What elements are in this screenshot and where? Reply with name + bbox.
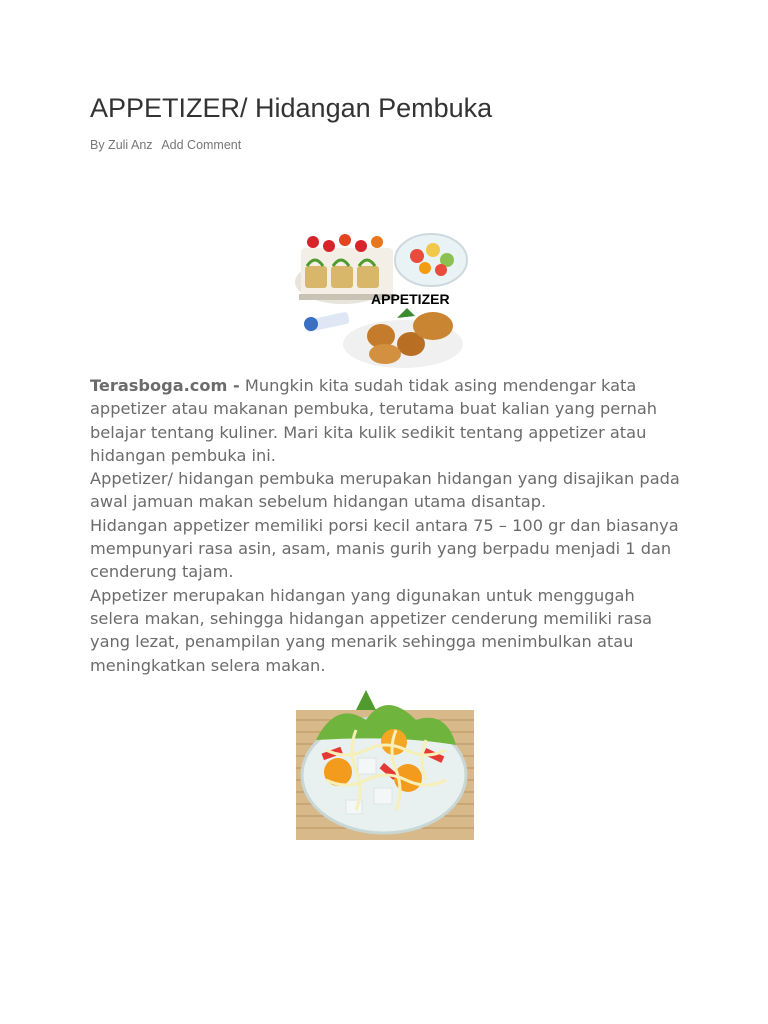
paragraph-purpose: Appetizer merupakan hidangan yang digunakan untuk menggugah selera makan, sehingga hidangan appetizer cenderung memiliki rasa yang lezat, penampilan yang menarik sehingga menimbulkan atau meningkatkan selera makan.: [90, 585, 653, 675]
appetizer-collage-image: [293, 226, 477, 370]
source-name: Terasboga.com -: [90, 376, 240, 395]
article-meta: [90, 138, 247, 152]
article-title: APPETIZER/ Hidangan Pembuka: [90, 93, 493, 123]
article-body: [90, 374, 680, 677]
author-link[interactable]: By Zuli Anz: [90, 138, 153, 152]
paragraph-portion: Hidangan appetizer memiliki porsi kecil antara 75 – 100 gr dan biasanya mempunyari rasa asin, asam, manis gurih yang berpadu menjadi 1 dan cenderung tajam.: [90, 515, 679, 582]
intro-text: Mungkin kita sudah tidak asing mendengar kata appetizer atau makanan pembuka, terutama buat kalian yang pernah belajar tentang kuliner. Mari kita kulik sedikit tentang appetizer atau hidangan pembuka ini.: [90, 376, 658, 465]
svg-text:APPETIZER: APPETIZER: [371, 291, 450, 307]
paragraph-definition: Appetizer/ hidangan pembuka merupakan hidangan yang disajikan pada awal jamuan makan sebelum hidangan utama disantap.: [90, 469, 680, 512]
fruit-salad-bowl-image: [296, 680, 474, 840]
add-comment-link[interactable]: Add Comment: [161, 138, 242, 152]
intro-paragraph: [90, 374, 680, 467]
